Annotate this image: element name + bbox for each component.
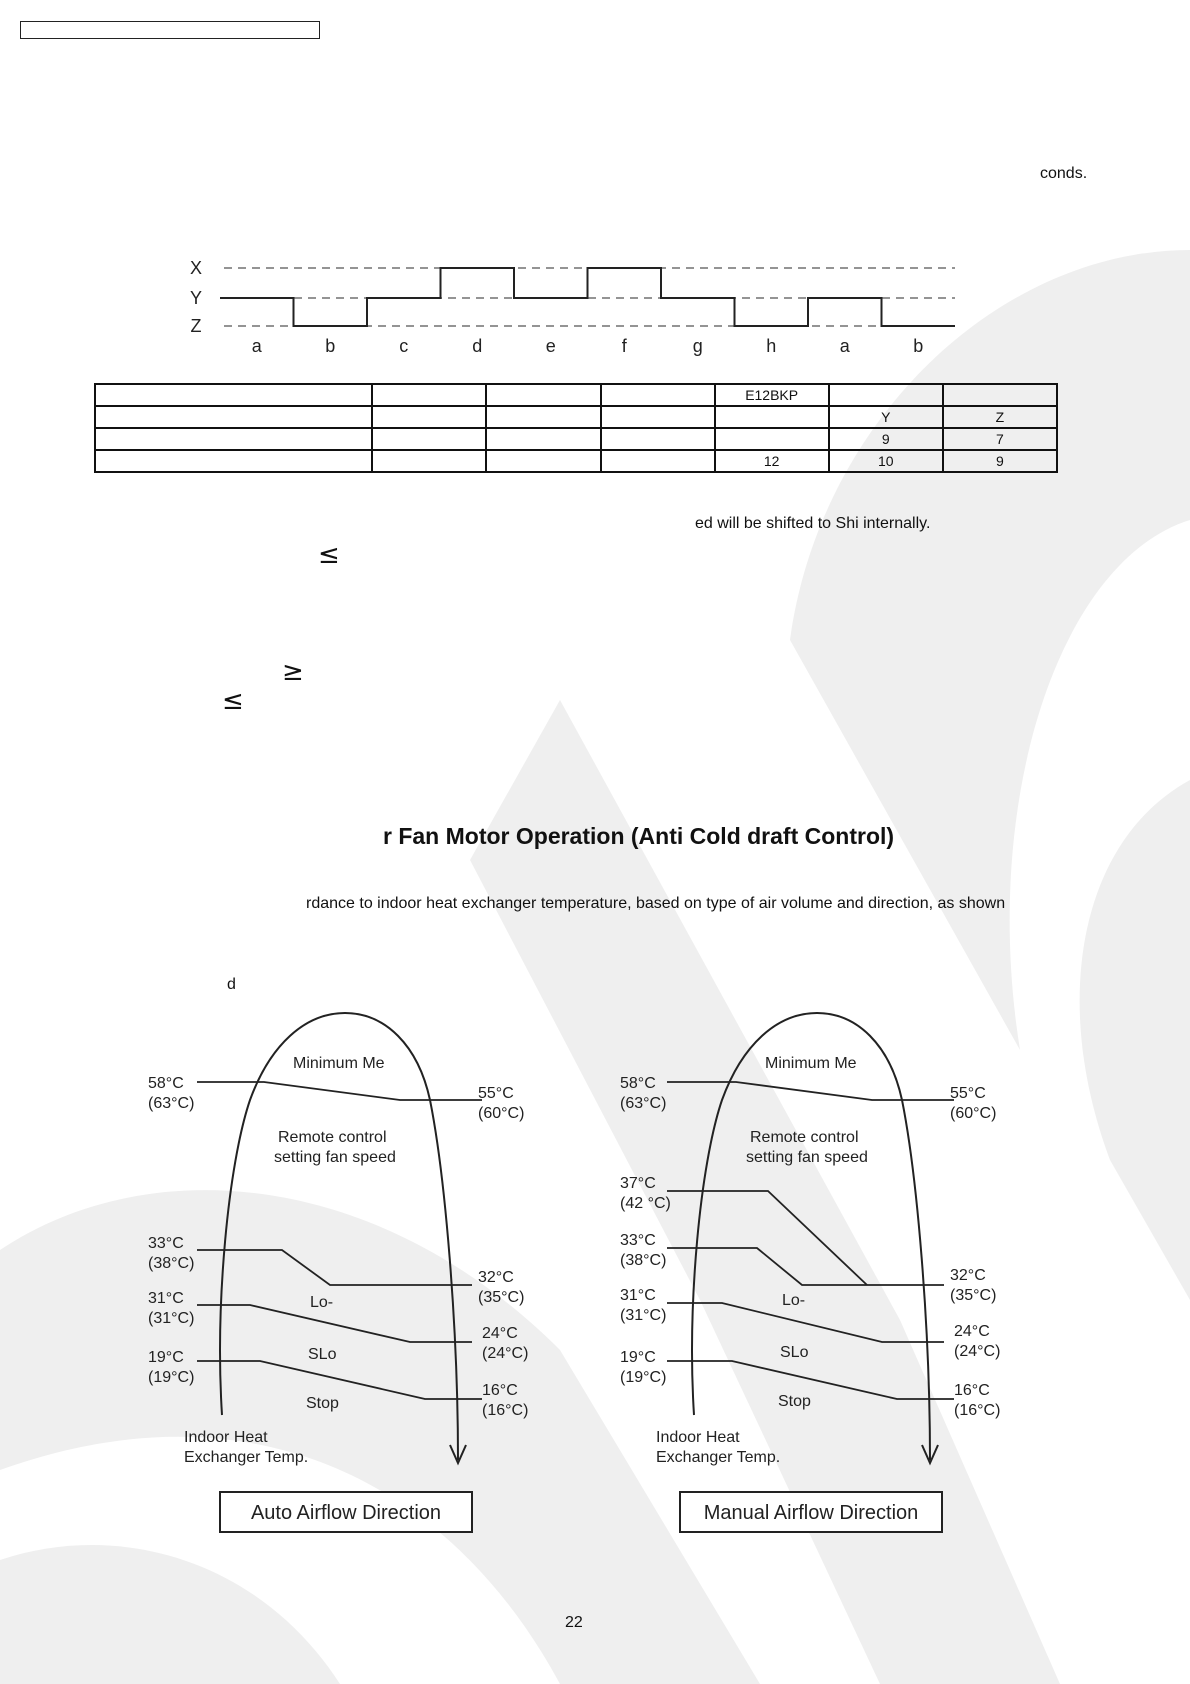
left-31b: (31°C) (620, 1307, 667, 1324)
table-cell: 9 (829, 428, 943, 450)
greater-equal-symbol: ≥ (282, 657, 304, 687)
table-cell: E12BKP (715, 384, 829, 406)
remote-line2: setting fan speed (274, 1149, 396, 1166)
left-31: 31°C (148, 1290, 184, 1307)
fragment-conds: conds. (1040, 165, 1088, 182)
segment-label: f (621, 336, 627, 356)
table-cell (372, 406, 486, 428)
zone-lo: Lo- (310, 1294, 334, 1311)
left-31b: (31°C) (148, 1310, 195, 1327)
left-19b: (19°C) (148, 1369, 195, 1386)
axis-line1: Indoor Heat (656, 1429, 740, 1446)
zone-stop: Stop (778, 1393, 811, 1410)
level-label: Z (190, 316, 202, 336)
zone-slo: SLo (780, 1344, 809, 1361)
right-60: (60°C) (478, 1105, 525, 1122)
right-16: 16°C (954, 1382, 990, 1399)
left-58: 58°C (148, 1075, 184, 1092)
right-24b: (24°C) (954, 1343, 1001, 1360)
segment-label: h (766, 336, 777, 356)
table-cell (601, 384, 715, 406)
left-31: 31°C (620, 1287, 656, 1304)
auto-airflow-diagram (140, 1005, 560, 1545)
right-24b: (24°C) (482, 1345, 529, 1362)
right-32: 32°C (478, 1269, 514, 1286)
table-cell (372, 428, 486, 450)
fan-speed-table (94, 383, 1058, 473)
segment-label: e (545, 336, 556, 356)
left-42: (42 °C) (620, 1195, 671, 1212)
table-cell (95, 450, 372, 472)
table-cell (372, 450, 486, 472)
segment-label: b (913, 336, 924, 356)
right-16b: (16°C) (482, 1402, 529, 1419)
left-33: 33°C (620, 1232, 656, 1249)
table-cell (601, 428, 715, 450)
table-cell (95, 384, 372, 406)
left-37: 37°C (620, 1175, 656, 1192)
left-19: 19°C (148, 1349, 184, 1366)
left-38: (38°C) (148, 1255, 195, 1272)
table-cell (829, 384, 943, 406)
left-19b: (19°C) (620, 1369, 667, 1386)
left-63: (63°C) (148, 1095, 195, 1112)
segment-label: b (325, 336, 336, 356)
table-cell (715, 428, 829, 450)
remote-line1: Remote control (278, 1129, 387, 1146)
right-55: 55°C (950, 1085, 986, 1102)
left-63: (63°C) (620, 1095, 667, 1112)
table-cell (601, 406, 715, 428)
less-equal-symbol-2: ≤ (222, 686, 244, 716)
right-16: 16°C (482, 1382, 518, 1399)
right-16b: (16°C) (954, 1402, 1001, 1419)
left-19: 19°C (620, 1349, 656, 1366)
table-cell (486, 384, 600, 406)
left-58: 58°C (620, 1075, 656, 1092)
right-24: 24°C (954, 1323, 990, 1340)
less-equal-symbol: ≤ (318, 540, 340, 570)
zone-lo: Lo- (782, 1292, 806, 1309)
section-title: r Fan Motor Operation (Anti Cold draft Control) (383, 823, 895, 849)
level-label: Y (189, 288, 203, 308)
table-cell (715, 406, 829, 428)
right-55: 55°C (478, 1085, 514, 1102)
right-35: (35°C) (478, 1289, 525, 1306)
remote-line2: setting fan speed (746, 1149, 868, 1166)
segment-label: c (399, 336, 409, 356)
section-intro: rdance to indoor heat exchanger temperature, based on type of air volume and direction, as shown (306, 895, 1006, 912)
table-cell: 12 (715, 450, 829, 472)
remote-line1: Remote control (750, 1129, 859, 1146)
segment-label: d (472, 336, 483, 356)
timing-chart (180, 250, 970, 360)
table-cell: Y (829, 406, 943, 428)
table-row (95, 450, 1057, 472)
manual-caption: Manual Airflow Direction (703, 1502, 919, 1524)
zone-stop: Stop (306, 1395, 339, 1412)
axis-line2: Exchanger Temp. (656, 1449, 781, 1466)
axis-line2: Exchanger Temp. (184, 1449, 309, 1466)
min-label: Minimum Me (765, 1055, 857, 1072)
table-cell (95, 406, 372, 428)
table-row (95, 406, 1057, 428)
right-32: 32°C (950, 1267, 986, 1284)
shift-note: ed will be shifted to Shi internally. (695, 515, 931, 532)
table-cell (486, 428, 600, 450)
table-cell (601, 450, 715, 472)
auto-caption: Auto Airflow Direction (250, 1502, 442, 1524)
min-label: Minimum Me (293, 1055, 385, 1072)
table-cell (943, 384, 1057, 406)
header-box (20, 21, 320, 39)
table-cell (486, 450, 600, 472)
segment-label: g (692, 336, 703, 356)
zone-slo: SLo (308, 1346, 337, 1363)
segment-label: a (839, 336, 850, 356)
axis-line1: Indoor Heat (184, 1429, 268, 1446)
table-cell (486, 406, 600, 428)
right-60: (60°C) (950, 1105, 997, 1122)
level-label: X (189, 258, 203, 278)
page-number: 22 (565, 1614, 583, 1631)
right-35: (35°C) (950, 1287, 997, 1304)
fragment-d: d (227, 976, 236, 993)
left-33: 33°C (148, 1235, 184, 1252)
manual-airflow-diagram (612, 1005, 1032, 1545)
right-24: 24°C (482, 1325, 518, 1342)
table-row (95, 384, 1057, 406)
table-cell (95, 428, 372, 450)
table-cell: 7 (943, 428, 1057, 450)
table-row (95, 428, 1057, 450)
table-cell: Z (943, 406, 1057, 428)
table-cell (372, 384, 486, 406)
table-cell: 9 (943, 450, 1057, 472)
segment-label: a (251, 336, 262, 356)
left-38: (38°C) (620, 1252, 667, 1269)
table-cell: 10 (829, 450, 943, 472)
